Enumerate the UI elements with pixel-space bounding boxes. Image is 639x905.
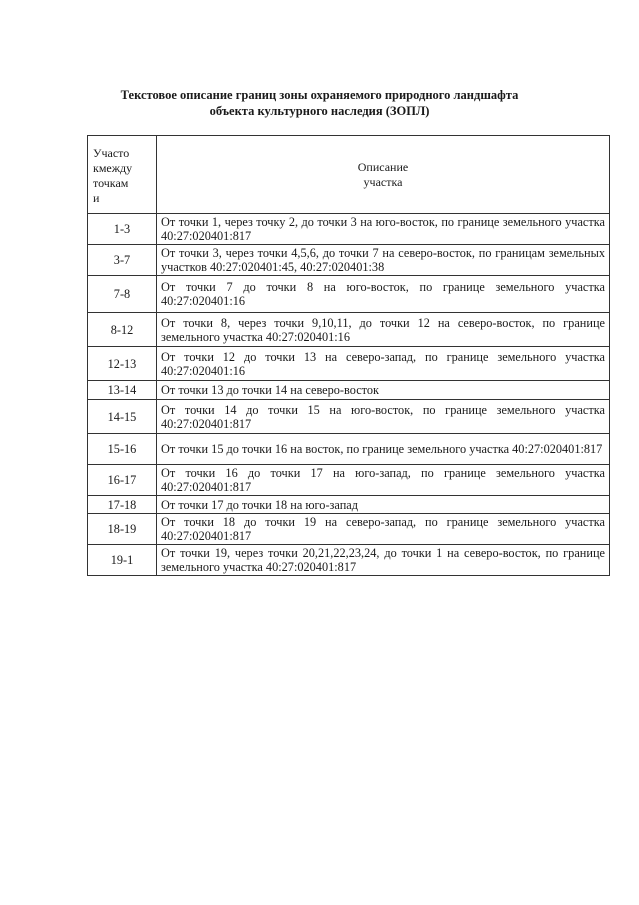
title-line-1: Текстовое описание границ зоны охраняемого природного ландшафта <box>120 88 519 102</box>
header-description-line: участка <box>363 174 403 189</box>
segment-cell: 13-14 <box>88 381 157 400</box>
header-segment-line: Участо <box>93 145 130 160</box>
table-row <box>88 313 610 347</box>
header-segment <box>88 136 157 214</box>
segment-cell: 18-19 <box>88 514 157 545</box>
table-row <box>88 545 610 576</box>
header-segment-line: точкам <box>93 175 129 190</box>
table-row <box>88 400 610 434</box>
description-cell: От точки 14 до точки 15 на юго-восток, по границе земельного участка 40:27:020401:817 <box>157 400 610 434</box>
table-row <box>88 381 610 400</box>
segment-cell: 16-17 <box>88 465 157 496</box>
title-line-2: объекта культурного наследия (ЗОПЛ) <box>209 104 430 118</box>
description-cell: От точки 12 до точки 13 на северо-запад, по границе земельного участка 40:27:020401:16 <box>157 347 610 381</box>
table-row <box>88 347 610 381</box>
description-cell: От точки 7 до точки 8 на юго-восток, по границе земельного участка 40:27:020401:16 <box>157 276 610 313</box>
table-row <box>88 276 610 313</box>
description-cell: От точки 3, через точки 4,5,6, до точки 7 на северо-восток, по границам земельных участков 40:27:020401:45, 40:27:020401:38 <box>157 245 610 276</box>
table-row <box>88 214 610 245</box>
description-cell: От точки 17 до точки 18 на юго-запад <box>157 496 610 514</box>
description-cell: От точки 15 до точки 16 на восток, по границе земельного участка 40:27:020401:817 <box>157 434 610 465</box>
description-cell: От точки 16 до точки 17 на юго-запад, по границе земельного участка 40:27:020401:817 <box>157 465 610 496</box>
description-cell: От точки 8, через точки 9,10,11, до точки 12 на северо-восток, по границе земельного участка 40:27:020401:16 <box>157 313 610 347</box>
boundary-table <box>87 135 610 576</box>
table-row <box>88 434 610 465</box>
table-row <box>88 465 610 496</box>
segment-cell: 3-7 <box>88 245 157 276</box>
segment-cell: 14-15 <box>88 400 157 434</box>
description-cell: От точки 13 до точки 14 на северо-восток <box>157 381 610 400</box>
table-row <box>88 514 610 545</box>
table-row <box>88 496 610 514</box>
segment-cell: 7-8 <box>88 276 157 313</box>
segment-cell: 15-16 <box>88 434 157 465</box>
header-segment-line: кмежду <box>93 160 133 175</box>
description-cell: От точки 1, через точку 2, до точки 3 на юго-восток, по границе земельного участка 40:27:020401:817 <box>157 214 610 245</box>
segment-cell: 19-1 <box>88 545 157 576</box>
header-description-line: Описание <box>357 159 409 174</box>
segment-cell: 12-13 <box>88 347 157 381</box>
segment-cell: 17-18 <box>88 496 157 514</box>
segment-cell: 8-12 <box>88 313 157 347</box>
table-row <box>88 245 610 276</box>
segment-cell: 1-3 <box>88 214 157 245</box>
header-description <box>157 136 610 214</box>
description-cell: От точки 18 до точки 19 на северо-запад, по границе земельного участка 40:27:020401:817 <box>157 514 610 545</box>
table-header-row <box>88 136 610 214</box>
description-cell: От точки 19, через точки 20,21,22,23,24, до точки 1 на северо-восток, по границе земельного участка 40:27:020401:817 <box>157 545 610 576</box>
document-title <box>0 87 639 119</box>
header-segment-line: и <box>93 190 100 205</box>
